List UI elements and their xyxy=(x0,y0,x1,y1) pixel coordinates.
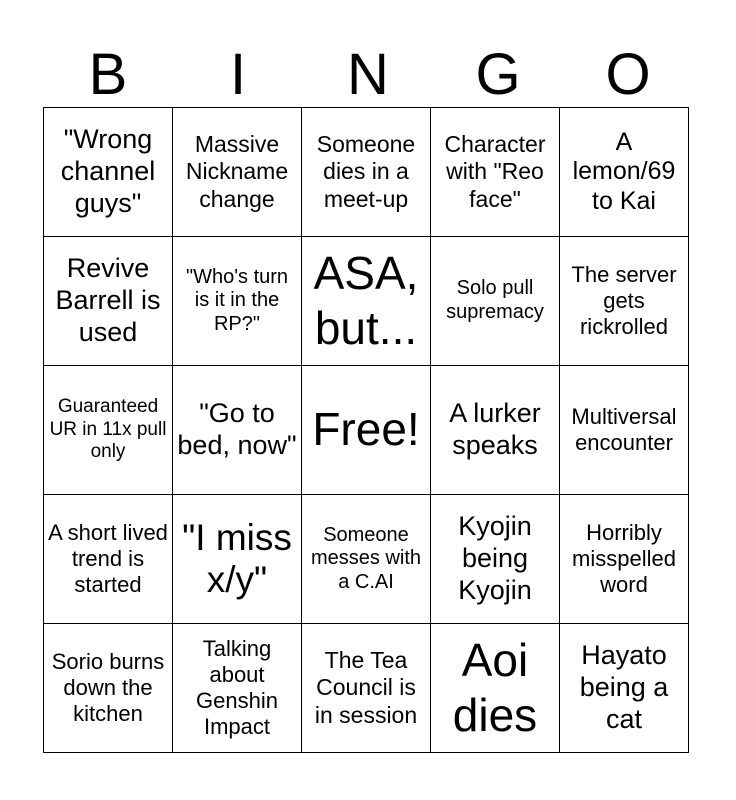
bingo-cell[interactable]: "Who's turn is it in the RP?" xyxy=(173,237,302,366)
bingo-cell[interactable]: The server gets rickrolled xyxy=(560,237,689,366)
header-letter-b: B xyxy=(88,42,128,107)
header-letter-n: N xyxy=(347,42,389,107)
bingo-cell[interactable]: Character with "Reo face" xyxy=(431,108,560,237)
bingo-cell[interactable]: Someone dies in a meet-up xyxy=(302,108,431,237)
bingo-cell[interactable]: A short lived trend is started xyxy=(44,495,173,624)
header-letter-g: G xyxy=(475,42,521,107)
bingo-cell[interactable]: ASA, but... xyxy=(302,237,431,366)
header-letter-o: O xyxy=(605,42,651,107)
bingo-cell[interactable]: "Go to bed, now" xyxy=(173,366,302,495)
bingo-row xyxy=(44,108,689,237)
bingo-cell[interactable]: Hayato being a cat xyxy=(560,624,689,753)
bingo-cell[interactable]: Horribly misspelled word xyxy=(560,495,689,624)
bingo-cell[interactable]: Multiversal encounter xyxy=(560,366,689,495)
bingo-cell[interactable]: Massive Nickname change xyxy=(173,108,302,237)
bingo-cell[interactable]: A lemon/69 to Kai xyxy=(560,108,689,237)
bingo-cell[interactable]: Someone messes with a C.AI xyxy=(302,495,431,624)
bingo-cell[interactable]: Aoi dies xyxy=(431,624,560,753)
bingo-cell[interactable]: Revive Barrell is used xyxy=(44,237,173,366)
bingo-row xyxy=(44,624,689,753)
bingo-row xyxy=(44,237,689,366)
bingo-cell[interactable]: A lurker speaks xyxy=(431,366,560,495)
bingo-cell[interactable]: Talking about Genshin Impact xyxy=(173,624,302,753)
bingo-cell[interactable]: Guaranteed UR in 11x pull only xyxy=(44,366,173,495)
bingo-row xyxy=(44,495,689,624)
bingo-cell[interactable]: Sorio burns down the kitchen xyxy=(44,624,173,753)
bingo-cell[interactable]: The Tea Council is in session xyxy=(302,624,431,753)
header-letter-i: I xyxy=(229,42,247,107)
bingo-cell[interactable]: Kyojin being Kyojin xyxy=(431,495,560,624)
bingo-grid xyxy=(43,107,689,753)
bingo-header xyxy=(43,44,693,106)
bingo-cell[interactable]: Free! xyxy=(302,366,431,495)
bingo-cell[interactable]: Solo pull supremacy xyxy=(431,237,560,366)
bingo-row xyxy=(44,366,689,495)
bingo-cell[interactable]: "I miss x/y" xyxy=(173,495,302,624)
bingo-cell[interactable]: "Wrong channel guys" xyxy=(44,108,173,237)
